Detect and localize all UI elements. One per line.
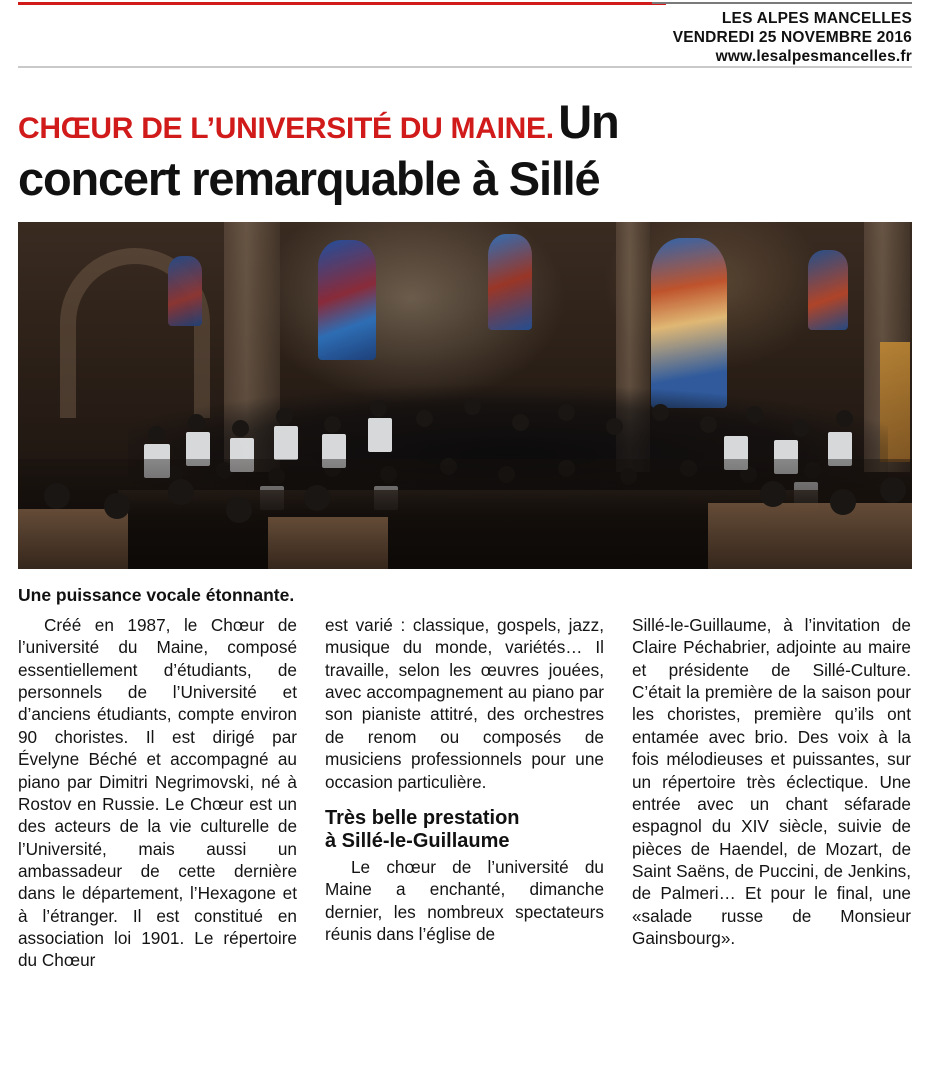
headline-kicker: CHŒUR DE L’UNIVERSITÉ DU MAINE. bbox=[18, 112, 554, 145]
headline-main-part1: Un bbox=[558, 95, 619, 148]
publication-date: VENDREDI 25 NOVEMBRE 2016 bbox=[672, 28, 912, 46]
column-1 bbox=[18, 614, 297, 972]
headline-block bbox=[18, 95, 912, 205]
column-2 bbox=[325, 614, 604, 972]
paragraph: Le chœur de l’université du Maine a enchanté, dimanche dernier, les nombreux spectateurs réunis dans l’église de bbox=[325, 857, 604, 945]
section-title-line1: Très belle prestation bbox=[325, 806, 520, 829]
article-subhead: Une puissance vocale étonnante. bbox=[18, 585, 295, 605]
photo-scene bbox=[18, 222, 912, 569]
masthead-bottom-rule bbox=[18, 66, 912, 68]
section-title-line2: à Sillé-le-Guillaume bbox=[325, 830, 510, 853]
masthead-red-rule bbox=[18, 2, 666, 5]
headline-main-part2: concert remarquable à Sillé bbox=[18, 152, 600, 205]
masthead-info bbox=[673, 10, 912, 67]
article-body bbox=[18, 614, 912, 972]
stained-glass-window bbox=[318, 240, 376, 360]
article-photo bbox=[18, 222, 912, 569]
church-pew bbox=[268, 517, 388, 569]
paragraph: Créé en 1987, le Chœur de l’université du Maine, composé essentiellement d’étudiants, de personnels de l’Université et d’anciens étudiants, compte environ 90 choristes. Il est dirigé par Évelyne Béché et accompagné au piano par Dimitri Negrimovski, né à Rostov en Russie. Le Chœur est un des acteurs de la vie culturelle de l’Université, mais aussi un ambassadeur de cette dernière dans le département, l’Hexagone et à l’étranger. Il est constitué en association loi 1901. Le répertoire du Chœur bbox=[18, 615, 297, 971]
paragraph: est varié : classique, gospels, jazz, musique du monde, variétés… Il travaille, selon les œuvres jouées, avec accompagnement au piano par son pianiste attitré, des orchestres de renom ou composés de musiciens professionnels pour une occasion particulière. bbox=[325, 615, 604, 792]
column-3 bbox=[632, 614, 911, 972]
stained-glass-window bbox=[488, 234, 532, 330]
audience-area bbox=[18, 459, 912, 569]
masthead bbox=[18, 0, 912, 72]
church-pew bbox=[708, 503, 912, 569]
masthead-grey-rule bbox=[652, 2, 912, 4]
paragraph: Sillé-le-Guillaume, à l’invitation de Claire Péchabrier, adjointe au maire et présidente de Sillé-Culture. C’était la première de la saison pour les choristes, première qu’ils ont entamée avec brio. Des voix à la fois mélodieuses et puissantes, sur un répertoire très éclectique. Une entrée avec un chant séfarade espagnol du XIV siècle, suivie de pièces de Haendel, de Mozart, de Saint Saëns, de Puccini, de Jenkins, de Palmeri… Et pour le final, une «salade russe de Monsieur Gainsbourg». bbox=[632, 615, 911, 949]
section-title bbox=[325, 807, 604, 854]
stained-glass-window bbox=[808, 250, 848, 330]
stained-glass-window bbox=[168, 256, 202, 326]
publication-name: LES ALPES MANCELLES bbox=[721, 10, 912, 27]
publication-website: www.lesalpesmancelles.fr bbox=[715, 47, 912, 65]
